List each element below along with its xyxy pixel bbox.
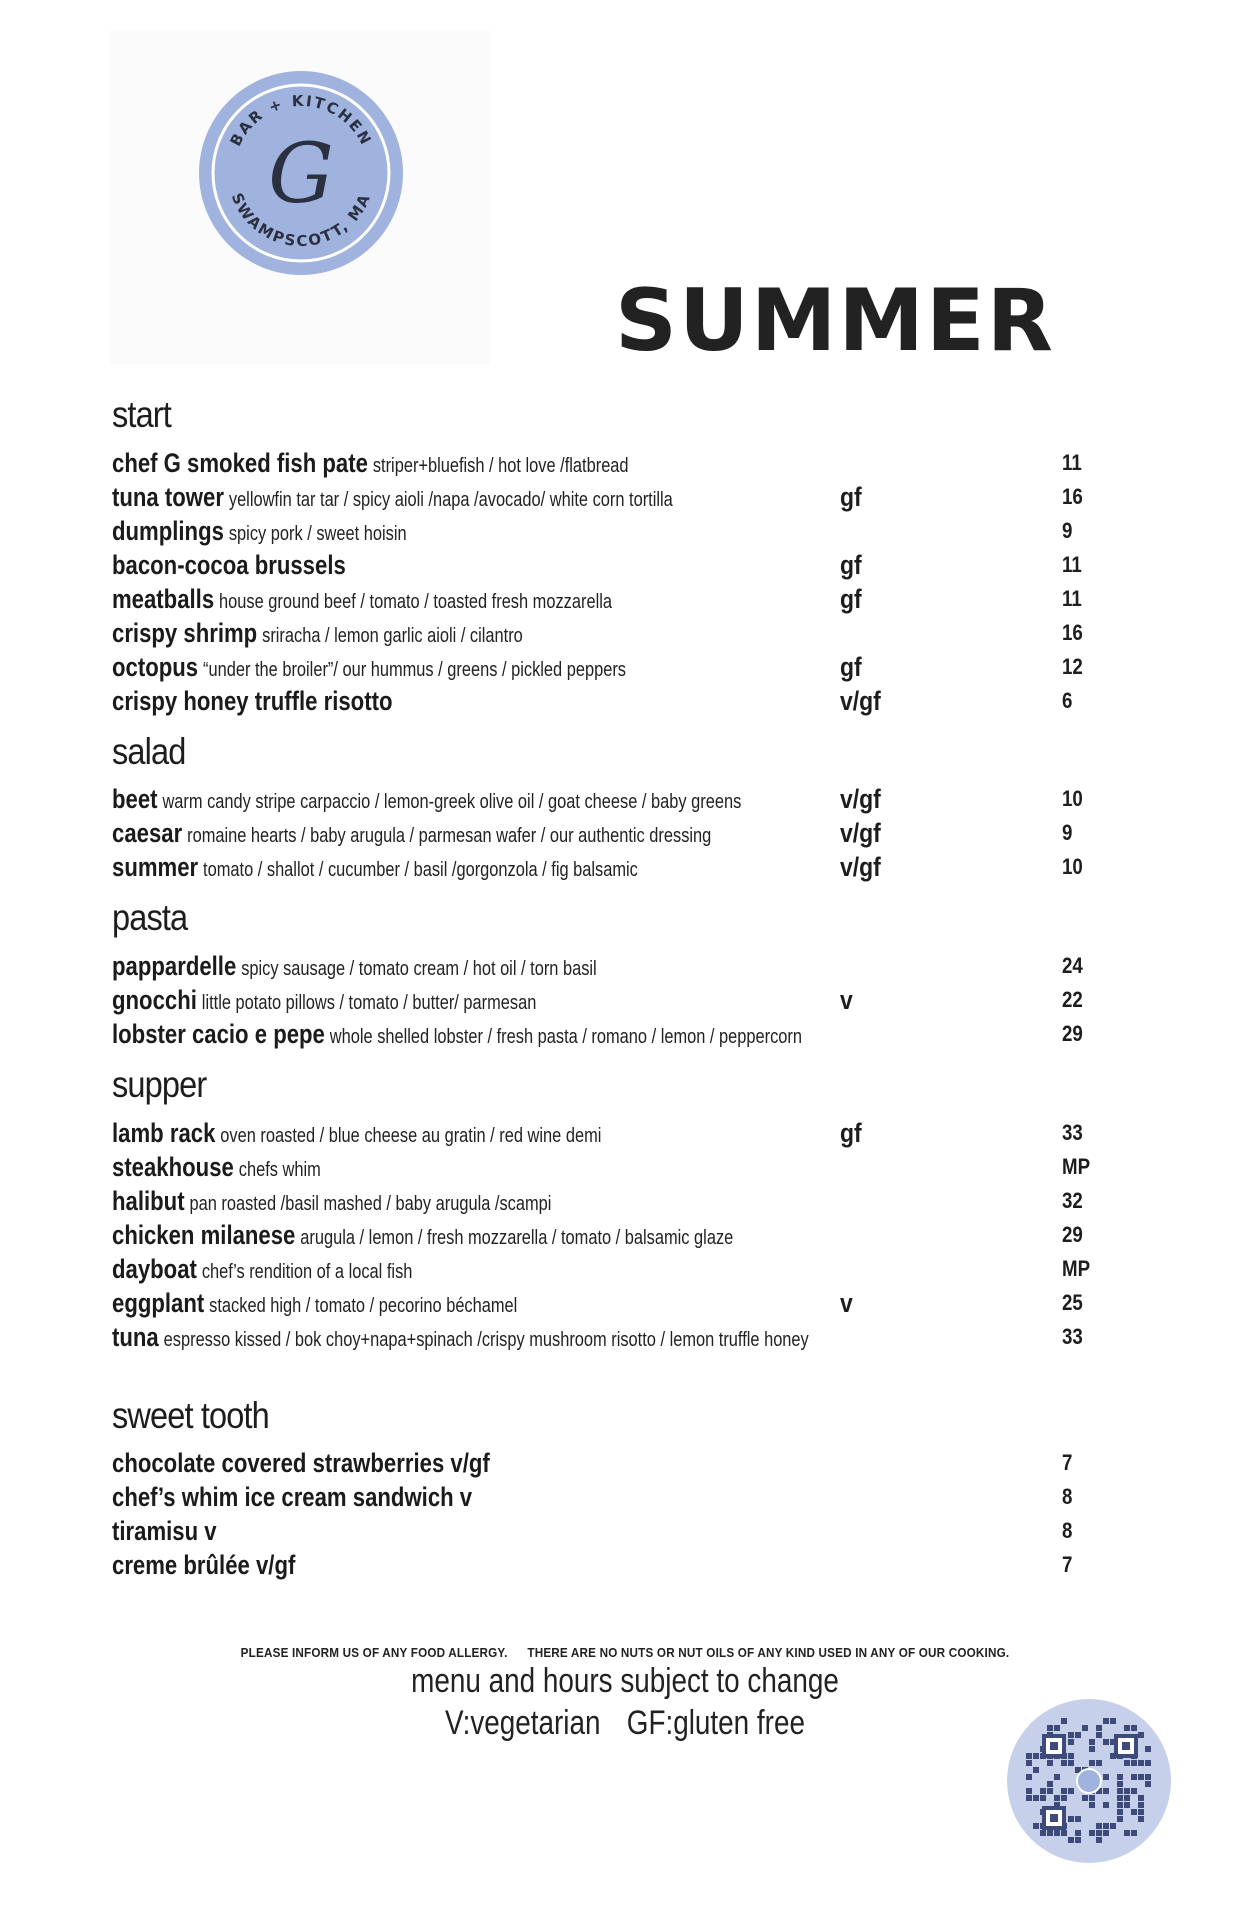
- item-description: striper+bluefish / hot love /flatbread: [372, 454, 629, 477]
- item-name: lobster cacio e pepe: [112, 1019, 325, 1050]
- menu-section: [112, 898, 1132, 1051]
- item-description: romaine hearts / baby arugula / parmesan wafer / our authentic dressing: [187, 825, 712, 848]
- item-description: chef’s rendition of a local fish: [201, 1260, 413, 1283]
- item-description: spicy pork / sweet hoisin: [228, 522, 407, 545]
- menu-item: [112, 650, 1132, 684]
- section-heading: supper: [112, 1064, 207, 1106]
- menu-item: [112, 782, 1132, 816]
- item-price: 25: [1062, 1289, 1083, 1315]
- item-price: 33: [1062, 1119, 1083, 1145]
- menu-item: [112, 1150, 1132, 1184]
- item-price: 7: [1062, 1552, 1073, 1578]
- menu-body: [112, 395, 1132, 1596]
- menu-item: [112, 446, 1132, 480]
- item-name: eggplant: [112, 1287, 205, 1318]
- item-price: 9: [1062, 820, 1073, 846]
- diet-tag: v/gf: [840, 784, 881, 815]
- item-description: arugula / lemon / fresh mozzarella / tomato / balsamic glaze: [300, 1226, 734, 1249]
- menu-item-text: [112, 684, 392, 723]
- logo-letter: G: [268, 127, 334, 222]
- item-price: 29: [1062, 1221, 1083, 1247]
- item-price: MP: [1062, 1153, 1091, 1179]
- menu-item: [112, 1548, 1132, 1582]
- item-name: chicken milanese: [112, 1219, 296, 1250]
- menu-section: [112, 1396, 1132, 1583]
- menu-section: [112, 732, 1132, 885]
- item-name: octopus: [112, 651, 199, 682]
- item-price: 7: [1062, 1450, 1073, 1476]
- legend-gluten-free: GF:gluten free: [626, 1704, 805, 1742]
- menu-item: [112, 1184, 1132, 1218]
- item-name: beet: [112, 784, 158, 815]
- diet-tag: v: [840, 985, 853, 1016]
- item-price: 33: [1062, 1323, 1083, 1349]
- menu-item: [112, 816, 1132, 850]
- menu-section: [112, 1065, 1132, 1354]
- change-notice: menu and hours subject to change: [411, 1662, 839, 1700]
- item-description: house ground beef / tomato / toasted fresh mozzarella: [219, 590, 612, 613]
- item-name: lamb rack: [112, 1117, 216, 1148]
- menu-item-text: [112, 1548, 295, 1587]
- item-name: chocolate covered strawberries v/gf: [112, 1448, 490, 1479]
- item-description: chefs whim: [238, 1158, 321, 1181]
- diet-tag: v: [840, 1287, 853, 1318]
- section-heading: sweet tooth: [112, 1394, 269, 1436]
- season-title: SUMMER: [615, 271, 1055, 371]
- item-price: 29: [1062, 1021, 1083, 1047]
- menu-item-text: [112, 1320, 809, 1359]
- item-name: halibut: [112, 1185, 185, 1216]
- menu-item: [112, 1116, 1132, 1150]
- menu-item: [112, 949, 1132, 983]
- item-price: 6: [1062, 687, 1073, 713]
- item-price: 12: [1062, 653, 1083, 679]
- diet-tag: v/gf: [840, 685, 881, 716]
- item-description: espresso kissed / bok choy+napa+spinach /crispy mushroom risotto / lemon truffle honey: [163, 1328, 809, 1351]
- item-price: 9: [1062, 517, 1073, 543]
- menu-item-text: [112, 1017, 802, 1056]
- item-price: MP: [1062, 1255, 1091, 1281]
- diet-tag: gf: [840, 651, 862, 682]
- allergy-notice: [198, 1645, 1053, 1660]
- item-name: crispy shrimp: [112, 617, 258, 648]
- item-price: 22: [1062, 987, 1083, 1013]
- section-heading: pasta: [112, 897, 188, 939]
- item-description: whole shelled lobster / fresh pasta / romano / lemon / peppercorn: [329, 1026, 803, 1049]
- menu-item: [112, 616, 1132, 650]
- diet-tag: v/gf: [840, 852, 881, 883]
- item-price: 24: [1062, 953, 1083, 979]
- menu-section: [112, 395, 1132, 718]
- item-name: tuna: [112, 1321, 159, 1352]
- item-price: 32: [1062, 1187, 1083, 1213]
- item-description: “under the broiler”/ our hummus / greens / pickled peppers: [203, 658, 626, 681]
- item-name: summer: [112, 852, 199, 883]
- item-price: 8: [1062, 1518, 1073, 1544]
- item-name: chef’s whim ice cream sandwich v: [112, 1482, 473, 1513]
- menu-item: [112, 684, 1132, 718]
- allergy-note-1: PLEASE INFORM US OF ANY FOOD ALLERGY.: [240, 1645, 508, 1660]
- footer: [150, 1645, 1100, 1744]
- item-name: dumplings: [112, 515, 224, 546]
- menu-item: [112, 1320, 1132, 1354]
- legend-vegetarian: V:vegetarian: [445, 1704, 601, 1742]
- allergy-note-2: THERE ARE NO NUTS OR NUT OILS OF ANY KIND USED IN ANY OF OUR COOKING.: [527, 1645, 1010, 1660]
- item-name: steakhouse: [112, 1151, 234, 1182]
- item-name: creme brûlée v/gf: [112, 1550, 296, 1581]
- menu-item: [112, 1218, 1132, 1252]
- item-name: pappardelle: [112, 951, 237, 982]
- menu-item-text: [112, 850, 638, 889]
- diet-tag: gf: [840, 481, 862, 512]
- item-description: spicy sausage / tomato cream / hot oil / torn basil: [241, 958, 597, 981]
- diet-legend: [236, 1702, 1015, 1744]
- qr-code-badge[interactable]: [1006, 1698, 1172, 1864]
- logo-top-text: BAR + KITCHEN: [226, 91, 376, 150]
- diet-tag: gf: [840, 1117, 862, 1148]
- item-price: 16: [1062, 483, 1083, 509]
- item-name: bacon-cocoa brussels: [112, 549, 346, 580]
- menu-item: [112, 850, 1132, 884]
- item-name: chef G smoked fish pate: [112, 447, 368, 478]
- item-price: 10: [1062, 786, 1083, 812]
- item-name: meatballs: [112, 583, 215, 614]
- item-name: crispy honey truffle risotto: [112, 685, 393, 716]
- item-name: gnocchi: [112, 985, 197, 1016]
- item-description: oven roasted / blue cheese au gratin / red wine demi: [220, 1124, 602, 1147]
- menu-item: [112, 983, 1132, 1017]
- logo-area: [110, 30, 490, 365]
- diet-tag: v/gf: [840, 818, 881, 849]
- menu-item: [112, 1446, 1132, 1480]
- item-name: caesar: [112, 818, 183, 849]
- menu-item: [112, 1017, 1132, 1051]
- menu-item: [112, 1286, 1132, 1320]
- item-name: tuna tower: [112, 481, 224, 512]
- item-price: 11: [1062, 585, 1082, 611]
- item-description: sriracha / lemon garlic aioli / cilantro: [262, 624, 523, 647]
- logo-bottom-text: SWAMPSCOTT, MA: [227, 190, 375, 251]
- menu-item: [112, 582, 1132, 616]
- diet-tag: gf: [840, 549, 862, 580]
- item-description: stacked high / tomato / pecorino béchamel: [209, 1294, 518, 1317]
- item-description: little potato pillows / tomato / butter/ parmesan: [201, 992, 537, 1015]
- menu-item: [112, 548, 1132, 582]
- menu-item: [112, 1514, 1132, 1548]
- item-price: 8: [1062, 1484, 1073, 1510]
- item-description: tomato / shallot / cucumber / basil /gorgonzola / fig balsamic: [203, 859, 638, 882]
- diet-tag: gf: [840, 583, 862, 614]
- menu-item: [112, 1480, 1132, 1514]
- item-name: dayboat: [112, 1253, 197, 1284]
- section-heading: salad: [112, 730, 186, 772]
- restaurant-logo: [198, 70, 404, 276]
- item-price: 16: [1062, 619, 1083, 645]
- item-price: 11: [1062, 551, 1082, 577]
- item-price: 10: [1062, 854, 1083, 880]
- item-description: yellowfin tar tar / spicy aioli /napa /avocado/ white corn tortilla: [228, 488, 673, 511]
- item-description: warm candy stripe carpaccio / lemon-greek olive oil / goat cheese / baby greens: [162, 791, 742, 814]
- menu-item: [112, 480, 1132, 514]
- item-price: 11: [1062, 449, 1082, 475]
- item-name: tiramisu v: [112, 1516, 217, 1547]
- menu-item: [112, 514, 1132, 548]
- menu-item: [112, 1252, 1132, 1286]
- item-description: pan roasted /basil mashed / baby arugula /scampi: [189, 1192, 552, 1215]
- section-heading: start: [112, 394, 171, 435]
